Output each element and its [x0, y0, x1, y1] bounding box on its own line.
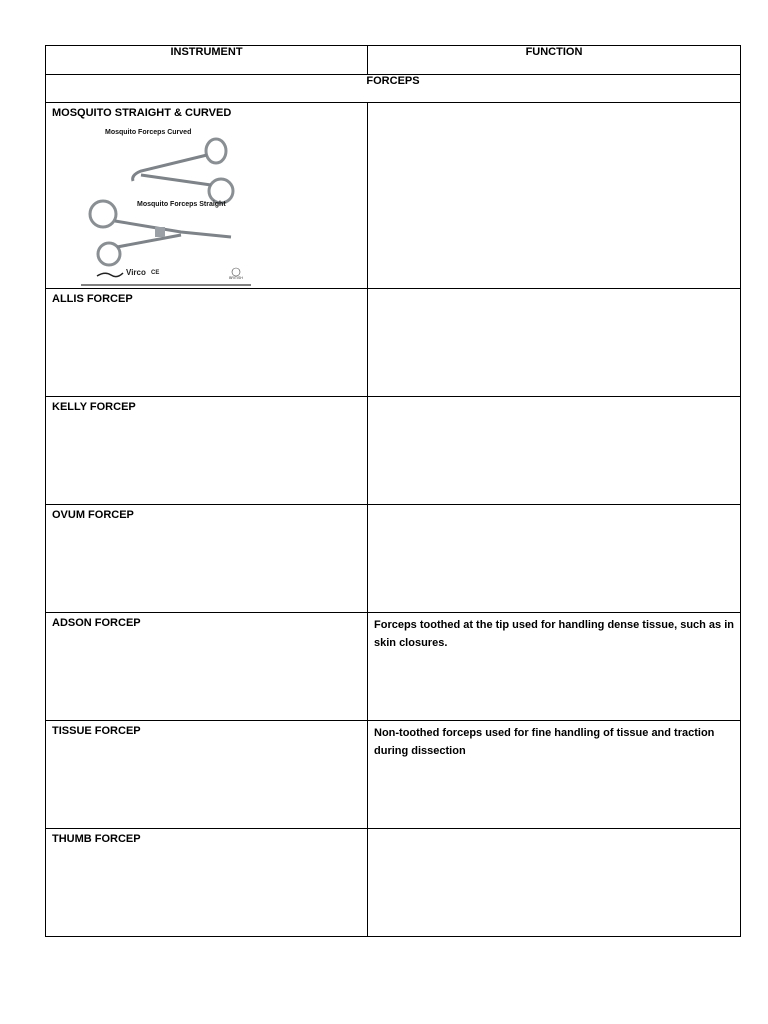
function-cell — [368, 721, 741, 829]
instrument-cell — [46, 397, 368, 505]
section-title: FORCEPS — [46, 75, 741, 103]
table-row — [46, 721, 741, 829]
function-cell — [368, 397, 741, 505]
table-row — [46, 829, 741, 937]
function-cell — [368, 289, 741, 397]
label-straight: Mosquito Forceps Straight — [137, 201, 226, 208]
instrument-cell — [46, 613, 368, 721]
header-instrument: INSTRUMENT — [46, 46, 368, 75]
function-cell — [368, 103, 741, 289]
table-header-row — [46, 46, 741, 75]
header-function: FUNCTION — [368, 46, 741, 75]
table-row — [46, 397, 741, 505]
instrument-name: ADSON FORCEP — [52, 617, 141, 629]
section-row — [46, 75, 741, 103]
function-text — [368, 829, 740, 832]
function-cell — [368, 505, 741, 613]
instrument-cell — [46, 505, 368, 613]
instrument-cell — [46, 289, 368, 397]
ce-mark: CE — [151, 270, 160, 276]
instrument-cell — [46, 829, 368, 937]
table-row — [46, 103, 741, 289]
instrument-name: THUMB FORCEP — [52, 833, 141, 845]
maker-mark: BRITISH — [229, 276, 243, 280]
table-row — [46, 613, 741, 721]
function-text — [368, 289, 740, 292]
function-text: Non-toothed forceps used for fine handling of tissue and traction during dissection — [374, 727, 715, 757]
instrument-name: MOSQUITO STRAIGHT & CURVED — [52, 107, 232, 119]
function-text — [368, 103, 740, 106]
function-cell — [368, 829, 741, 937]
instrument-name: TISSUE FORCEP — [52, 725, 141, 737]
instrument-name: KELLY FORCEP — [52, 401, 136, 413]
instrument-name: OVUM FORCEP — [52, 509, 134, 521]
function-text — [368, 397, 740, 400]
brand-logo: Virco — [126, 268, 146, 277]
label-curved: Mosquito Forceps Curved — [105, 129, 192, 136]
instrument-table — [45, 45, 741, 937]
function-text: Forceps toothed at the tip used for handling dense tissue, such as in skin closures. — [374, 619, 734, 649]
mosquito-forceps-image — [81, 123, 251, 286]
table-row — [46, 505, 741, 613]
table-row — [46, 289, 741, 397]
instrument-cell — [46, 103, 368, 289]
instrument-cell — [46, 721, 368, 829]
instrument-name: ALLIS FORCEP — [52, 293, 133, 305]
function-cell — [368, 613, 741, 721]
function-text — [368, 505, 740, 508]
